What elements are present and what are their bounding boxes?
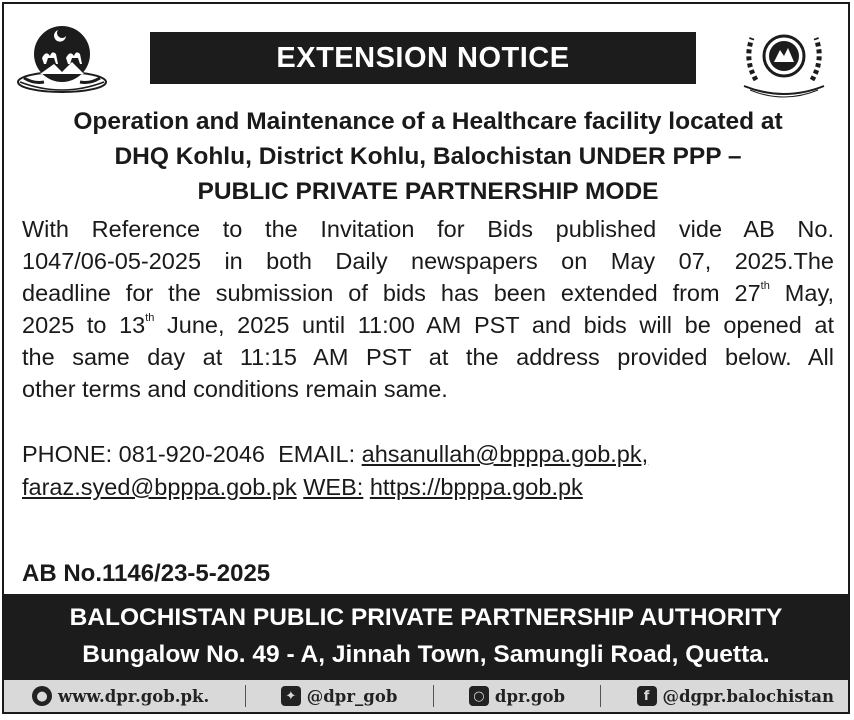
twitter-item[interactable] [281, 686, 398, 706]
body-line-4 [22, 309, 834, 341]
body-line-3-text: deadline for the submission of bids has been extended from 27 [22, 280, 761, 306]
authority-address: Bungalow No. 49 - A, Jinnah Town, Samungli Road, Quetta. [82, 641, 770, 668]
heading-line-2: DHQ Kohlu, District Kohlu, Balochistan UNDER PPP – [114, 143, 742, 170]
body-line-3-tail: May, [769, 280, 834, 306]
facebook-item[interactable] [637, 686, 834, 706]
body-line-3 [22, 277, 834, 309]
body-line-6: other terms and conditions remain same. [22, 376, 448, 402]
balochistan-govt-emblem-icon [14, 18, 110, 102]
newspaper-notice [2, 2, 850, 714]
facebook-handle: @dgpr.balochistan [662, 686, 834, 706]
ab-number: AB No.1146/23-5-2025 [22, 560, 271, 587]
facebook-icon: f [637, 686, 657, 706]
globe-icon: ● [32, 686, 52, 706]
ordinal-suffix: th [145, 312, 155, 325]
phone-label: PHONE: [22, 441, 113, 467]
footer-divider [433, 685, 434, 707]
website-text: www.dpr.gob.pk. [58, 686, 210, 706]
body-line-5: the same day at 11:15 AM PST at the address provided below. All [22, 344, 834, 370]
contact-row-2 [22, 471, 834, 504]
authority-name: BALOCHISTAN PUBLIC PRIVATE PARTNERSHIP AUTHORITY [69, 604, 783, 631]
instagram-handle: dpr.gob [494, 686, 565, 706]
notice-title: EXTENSION NOTICE [150, 32, 696, 84]
web-label: WEB: [303, 474, 364, 500]
body-line-4-text: 2025 to 13 [22, 312, 146, 338]
instagram-icon: ○ [469, 686, 489, 706]
contact-info [22, 438, 834, 504]
contact-row-1 [22, 438, 834, 471]
web-link[interactable]: https://bpppa.gob.pk [369, 474, 583, 500]
heading-line-3: PUBLIC PRIVATE PARTNERSHIP MODE [197, 178, 659, 205]
ordinal-suffix: th [760, 280, 770, 293]
social-footer [4, 680, 848, 712]
twitter-handle: @dpr_gob [306, 686, 398, 706]
notice-heading [4, 104, 852, 209]
notice-body [22, 213, 834, 405]
instagram-item[interactable] [469, 686, 565, 706]
body-line-4-tail: June, 2025 until 11:00 AM PST and bids will be opened at [154, 312, 834, 338]
heading-line-1: Operation and Maintenance of a Healthcare facility located at [73, 108, 783, 135]
email-link-2[interactable]: faraz.syed@bpppa.gob.pk [22, 474, 297, 500]
footer-divider [600, 685, 601, 707]
email-label: EMAIL: [278, 441, 356, 467]
dgpr-balochistan-emblem-icon [736, 20, 832, 100]
phone-number: 081-920-2046 [118, 441, 265, 467]
body-line-2: 1047/06-05-2025 in both Daily newspapers on May 07, 2025.The [22, 248, 834, 274]
email-link-1[interactable]: ahsanullah@bpppa.gob.pk, [361, 441, 649, 467]
twitter-icon: ✦ [281, 686, 301, 706]
authority-banner [4, 594, 848, 680]
body-line-1: With Reference to the Invitation for Bids published vide AB No. [22, 216, 834, 242]
footer-divider [245, 685, 246, 707]
website-item[interactable] [32, 686, 209, 706]
